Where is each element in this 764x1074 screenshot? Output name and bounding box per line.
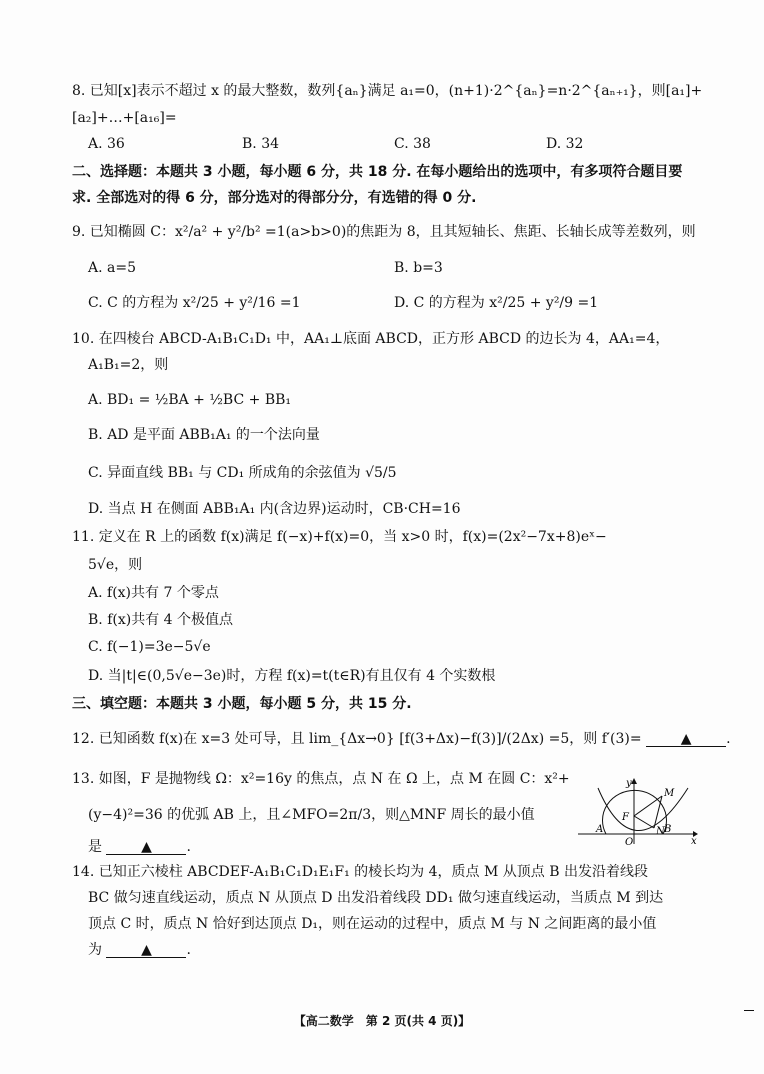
q14-line-2: BC 做匀速直线运动，质点 N 从顶点 D 出发沿着线段 DD₁ 做匀速直线运动，当质点 M 到达: [88, 890, 664, 906]
label-y: y: [626, 778, 632, 789]
q12-text: 12. 已知函数 f(x)在 x=3 处可导，且 lim_{Δx→0} [f(3+Δx)−f(3)]/(2Δx) =5，则 f′(3)=: [72, 731, 642, 747]
q9-option-b: B. b=3: [394, 260, 443, 276]
q10-line-1: 10. 在四棱台 ABCD-A₁B₁C₁D₁ 中，AA₁⊥底面 ABCD，正方形 ABCD 的边长为 4，AA₁=4，: [72, 331, 670, 347]
q13-figure: [578, 778, 698, 846]
q13-line-1: 13. 如图，F 是抛物线 Ω：x²=16y 的焦点，点 N 在 Ω 上，点 M 在圆 C：x²+: [72, 771, 570, 787]
q10-option-b: B. AD 是平面 ABB₁A₁ 的一个法向量: [88, 427, 320, 443]
triangle-mark-icon: ▲: [141, 942, 152, 958]
q8-line-2: [a₂]+…+[a₁₆]=: [72, 110, 177, 126]
corner-mark: [744, 1010, 754, 1011]
q9-line-1: 9. 已知椭圆 C：x²/a² + y²/b² =1(a>b>0)的焦距为 8，且其短轴长、焦距、长轴长成等差数列，则: [72, 224, 696, 240]
section-3-heading: 三、填空题：本题共 3 小题，每小题 5 分，共 15 分.: [72, 696, 412, 712]
q13-line-3: 是 ▲ .: [88, 839, 191, 855]
segment-fn: [634, 816, 654, 828]
q13-answer-blank[interactable]: [106, 840, 186, 855]
q8-option-a: A. 36: [88, 136, 125, 152]
y-axis-arrow-icon: [631, 778, 637, 784]
q9-option-c: C. C 的方程为 x²/25 + y²/16 =1: [88, 295, 301, 311]
label-m: M: [664, 788, 675, 799]
label-n: N: [656, 826, 665, 837]
q14-line-3: 顶点 C 时，质点 N 恰好到达顶点 D₁，则在运动的过程中，质点 M 与 N 之间距离的最小值: [88, 916, 657, 932]
q14-answer-blank[interactable]: [106, 943, 186, 958]
q10-option-c: C. 异面直线 BB₁ 与 CD₁ 所成角的余弦值为 √5/5: [88, 465, 397, 481]
q14-line-1: 14. 已知正六棱柱 ABCDEF-A₁B₁C₁D₁E₁F₁ 的棱长均为 4，质点 M 从顶点 B 出发沿着线段: [72, 864, 648, 880]
triangle-mark-icon: ▲: [141, 839, 152, 855]
q14-line-4: 为 ▲ .: [88, 942, 191, 958]
q10-line-2: A₁B₁=2，则: [88, 357, 169, 373]
q11-option-c: C. f(−1)=3e−5√e: [88, 639, 211, 655]
q11-line-2: 5√e，则: [88, 557, 143, 573]
page-footer: 【高二数学 第 2 页(共 4 页)】: [293, 1014, 471, 1028]
q11-option-d: D. 当|t|∈(0,5√e−3e)时，方程 f(x)=t(t∈R)有且仅有 4 个实数根: [88, 668, 496, 684]
q12-line-1: 12. 已知函数 f(x)在 x=3 处可导，且 lim_{Δx→0} [f(3+Δx)−f(3)]/(2Δx) =5，则 f′(3)= ▲ .: [72, 731, 731, 747]
q11-option-b: B. f(x)共有 4 个极值点: [88, 612, 233, 628]
label-o: O: [625, 837, 634, 846]
label-f: F: [622, 812, 629, 823]
q11-option-a: A. f(x)共有 7 个零点: [88, 585, 219, 601]
q13-text-end: 是: [88, 839, 102, 855]
q8-option-b: B. 34: [242, 136, 280, 152]
section-2-heading-line-1: 二、选择题：本题共 3 小题，每小题 6 分，共 18 分. 在每小题给出的选项中，有多项符合题目要: [72, 164, 683, 180]
triangle-mark-icon: ▲: [680, 731, 692, 747]
q10-option-a: A. BD₁ = ½BA + ½BC + BB₁: [88, 392, 292, 408]
q8-option-c: C. 38: [394, 136, 431, 152]
q9-option-a: A. a=5: [88, 260, 136, 276]
label-a: A: [596, 824, 604, 835]
q8-line-1: 8. 已知[x]表示不超过 x 的最大整数，数列{aₙ}满足 a₁=0，(n+1)·2^{aₙ}=n·2^{aₙ₊₁}，则[a₁]+: [72, 83, 703, 99]
q13-line-2: (y−4)²=36 的优弧 AB 上，且∠MFO=2π/3，则△MNF 周长的最小值: [88, 807, 535, 823]
q9-option-d: D. C 的方程为 x²/25 + y²/9 =1: [394, 295, 599, 311]
q10-option-d: D. 当点 H 在侧面 ABB₁A₁ 内(含边界)运动时，CB·CH=16: [88, 501, 461, 517]
label-b: B: [664, 824, 672, 835]
section-2-heading-line-2: 求. 全部选对的得 6 分，部分选对的得部分分，有选错的得 0 分.: [72, 190, 477, 206]
q14-text-end: 为: [88, 942, 102, 958]
q12-answer-blank[interactable]: [646, 732, 726, 747]
label-x: x: [691, 836, 697, 846]
q11-line-1: 11. 定义在 R 上的函数 f(x)满足 f(−x)+f(x)=0，当 x>0 时，f(x)=(2x²−7x+8)eˣ−: [72, 529, 607, 545]
q8-option-d: D. 32: [546, 136, 584, 152]
